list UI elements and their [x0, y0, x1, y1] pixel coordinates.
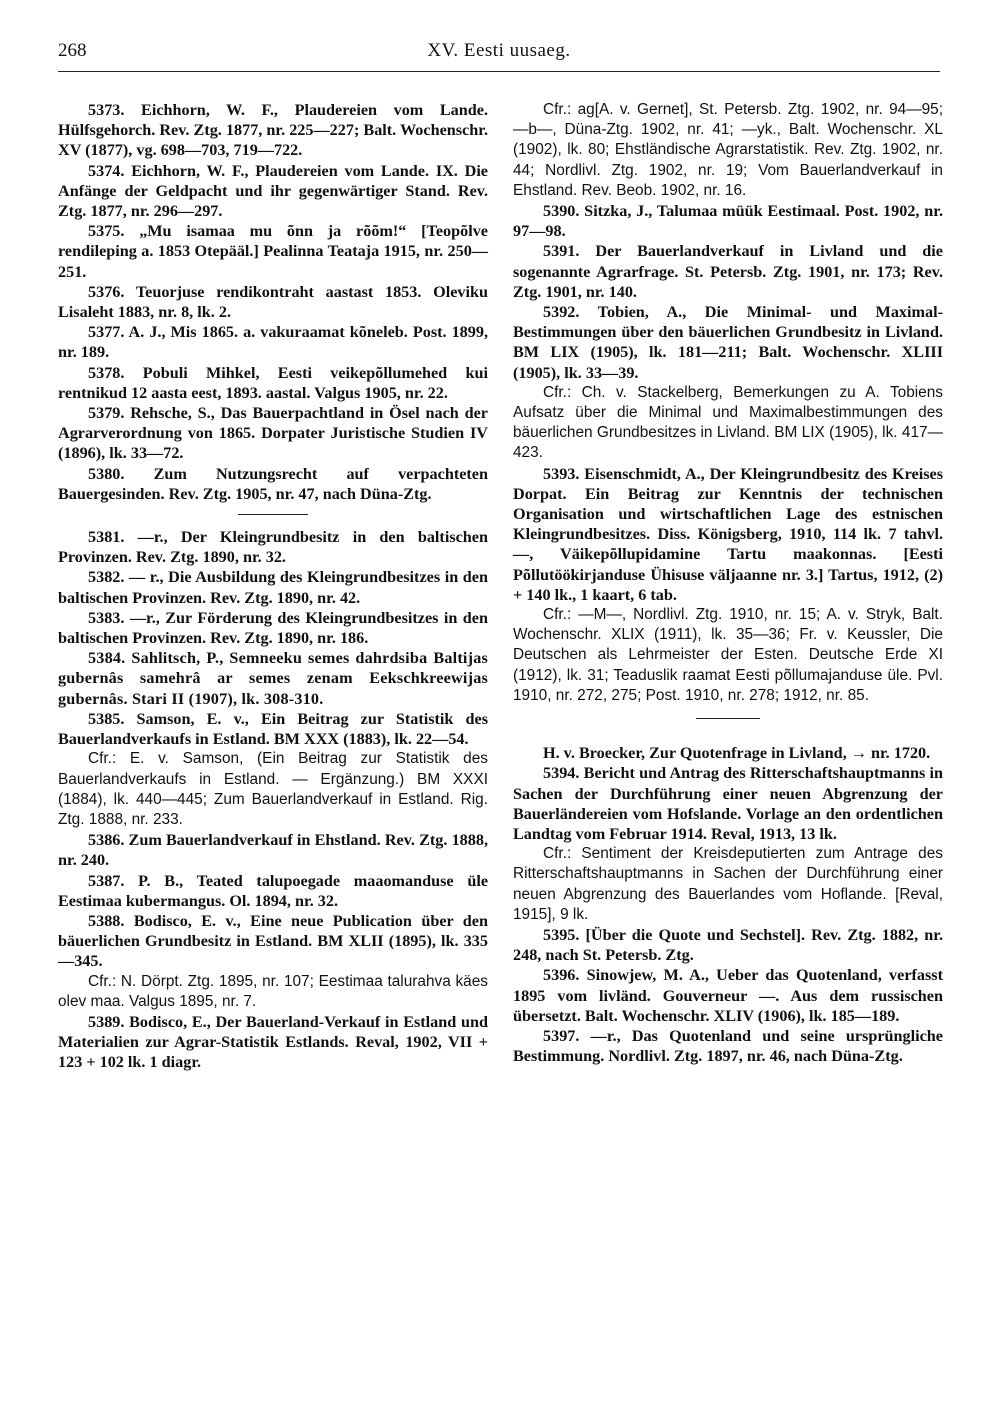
bibliography-entry: 5396. Sinowjew, M. A., Ueber das Quotenland, verfasst 1895 vom livländ. Gouverneur —. Aus dem russischen übersetzt. Balt. Wochenschr. XLIV (1906), lk. 185—189.	[513, 966, 943, 1025]
bibliography-entry: 5382. — r., Die Ausbildung des Kleingrundbesitzes in den baltischen Provinzen. Rev. Ztg. 1890, nr. 42.	[58, 568, 488, 607]
bibliography-entry: 5375. „Mu isamaa mu õnn ja rõõm!“ [Teopõlve rendileping a. 1853 Otepääl.] Pealinna Teataja 1915, nr. 250—251.	[58, 222, 488, 281]
bibliography-entry: 5379. Rehsche, S., Das Bauerpachtland in Ösel nach der Agrarverordnung von 1865. Dorpater Juristische Studien IV (1896), lk. 33—72.	[58, 404, 488, 463]
bibliography-entry: 5392. Tobien, A., Die Minimal- und Maximal-Bestimmungen über den bäuerlichen Grundbesitz in Livland. BM LIX (1905), lk. 181—211; Balt. Wochenschr. XLIII (1905), lk. 33—39.	[513, 303, 943, 382]
section-divider	[238, 514, 308, 515]
bibliography-entry: 5391. Der Bauerlandverkauf in Livland und die sogenannte Agrarfrage. St. Petersb. Ztg. 1901, nr. 173; Rev. Ztg. 1901, nr. 140.	[513, 242, 943, 301]
bibliography-entry: 5394. Bericht und Antrag des Ritterschaftshauptmanns in Sachen der Durchführung einer neuen Abgrenzung der Bauerländereien vom Hofslande. Vorlage an den ordentlichen Landtag vom Februar 1914. Reval, 1913, 13 lk.	[513, 764, 943, 843]
bibliography-entry: 5393. Eisenschmidt, A., Der Kleingrundbesitz des Kreises Dorpat. Ein Beitrag zur Kenntnis der technischen Organisation und wirtschaftlichen Lage des estnischen Kleingrundbesitzes. Diss. Königsberg, 1910, 114 lk. 7 tahvl. —, Väikepõllupidamine Tartu maakonnas. [Eesti Põllutöökirjanduse Ühisuse väljaanne nr. 3.] Tartus, 1912, (2) + 140 lk., 1 kaart, 6 tab.	[513, 464, 943, 604]
bibliography-cross-reference: Cfr.: N. Dörpt. Ztg. 1895, nr. 107; Eestimaa talurahva käes olev maa. Valgus 1895, nr. 7.	[58, 972, 488, 1010]
running-title: XV. Eesti uusaeg.	[427, 40, 571, 61]
header-rule	[58, 71, 940, 72]
bibliography-entry: 5384. Sahlitsch, P., Semneeku semes dahrdsiba Baltijas gubernâs samehrâ ar semes zenam Eekschkreewijas gubernâs. Stari II (1907), lk. 308-310.	[58, 649, 488, 708]
bibliography-cross-reference: Cfr.: ag[A. v. Gernet], St. Petersb. Ztg. 1902, nr. 94—95; —b—, Düna-Ztg. 1902, nr. 41; —yk., Balt. Wochenschr. XL (1902), lk. 80; Ehstländische Agrarstatistik. Rev. Ztg. 1902, nr. 44; Nordlivl. Ztg. 1902, nr. 19; Vom Bauerlandverkauf in Ehstland. Rev. Beob. 1902, nr. 16.	[513, 101, 943, 199]
bibliography-entry: 5377. A. J., Mis 1865. a. vakuraamat kõneleb. Post. 1899, nr. 189.	[58, 323, 488, 362]
bibliography-cross-reference: Cfr.: E. v. Samson, (Ein Beitrag zur Statistik des Bauerlandverkaufs in Estland. — Ergänzung.) BM XXXI (1884), lk. 440—445; Zum Bauerlandverkauf in Estland. Rig. Ztg. 1888, nr. 233.	[58, 750, 488, 828]
bibliography-entry: 5376. Teuorjuse rendikontraht aastast 1853. Oleviku Lisaleht 1883, nr. 8, lk. 2.	[58, 282, 488, 322]
bibliography-entry: 5386. Zum Bauerlandverkauf in Ehstland. Rev. Ztg. 1888, nr. 240.	[58, 831, 488, 870]
bibliography-cross-reference: Cfr.: Sentiment der Kreisdeputierten zum Antrage des Ritterschaftshauptmanns in Sachen der Durchführung einer neuen Abgrenzung des Bauerlandes vom Hoflande. [Reval, 1915], 9 lk.	[513, 845, 943, 923]
bibliography-entry: 5397. —r., Das Quotenland und seine ursprüngliche Bestimmung. Nordlivl. Ztg. 1897, nr. 46, nach Düna-Ztg.	[513, 1026, 943, 1066]
section-divider	[696, 718, 760, 719]
bibliography-entry: 5381. —r., Der Kleingrundbesitz in den baltischen Provinzen. Rev. Ztg. 1890, nr. 32.	[58, 528, 488, 567]
page-number: 268	[58, 40, 87, 61]
right-column	[513, 100, 943, 1066]
bibliography-entry: 5385. Samson, E. v., Ein Beitrag zur Statistik des Bauerlandverkaufs in Estland. BM XXX (1883), lk. 22—54.	[58, 709, 488, 749]
page-header	[58, 40, 940, 66]
left-column	[58, 100, 488, 1073]
bibliography-entry: 5378. Pobuli Mihkel, Eesti veikepõllumehed kui rentnikud 12 aasta eest, 1893. aastal. Valgus 1905, nr. 22.	[58, 363, 488, 402]
bibliography-entry: 5383. —r., Zur Förderung des Kleingrundbesitzes in den baltischen Provinzen. Rev. Ztg. 1890, nr. 186.	[58, 608, 488, 648]
bibliography-entry: 5380. Zum Nutzungsrecht auf verpachteten Bauergesinden. Rev. Ztg. 1905, nr. 47, nach Düna-Ztg.	[58, 464, 488, 503]
bibliography-cross-reference: Cfr.: —M—, Nordlivl. Ztg. 1910, nr. 15; A. v. Stryk, Balt. Wochenschr. XLIX (1911), lk. 35—36; Fr. v. Keussler, Die Deutschen als Lehrmeister der Esten. Deutsche Erde XI (1912), lk. 31; Teaduslik raamat Eesti põllumajanduse üle. Pvl. 1910, nr. 272, 275; Post. 1910, nr. 278; 1912, nr. 85.	[513, 606, 943, 704]
bibliography-entry: 5373. Eichhorn, W. F., Plaudereien vom Lande. Hülfsgehorch. Rev. Ztg. 1877, nr. 225—227; Balt. Wochenschr. XV (1877), vg. 698—703, 719—722.	[58, 101, 488, 160]
bibliography-entry: 5388. Bodisco, E. v., Eine neue Publication über den bäuerlichen Grundbesitz in Estland. BM XLII (1895), lk. 335—345.	[58, 911, 488, 971]
bibliography-entry: H. v. Broecker, Zur Quotenfrage in Livland, → nr. 1720.	[543, 744, 931, 763]
bibliography-cross-reference: Cfr.: Ch. v. Stackelberg, Bemerkungen zu A. Tobiens Aufsatz über die Minimal und Maximalbestimmungen des bäuerlichen Grundbesitzes in Livland. BM LIX (1905), lk. 417—423.	[513, 383, 943, 462]
bibliography-entry: 5390. Sitzka, J., Talumaa müük Eestimaal. Post. 1902, nr. 97—98.	[513, 202, 943, 241]
bibliography-entry: 5389. Bodisco, E., Der Bauerland-Verkauf in Estland und Materialien zur Agrar-Statistik Estlands. Reval, 1902, VII + 123 + 102 lk. 1 diagr.	[58, 1012, 488, 1072]
bibliography-entry: 5374. Eichhorn, W. F., Plaudereien vom Lande. IX. Die Anfänge der Geldpacht und ihr gegenwärtiger Stand. Rev. Ztg. 1877, nr. 296—297.	[58, 161, 488, 221]
bibliography-entry: 5395. [Über die Quote und Sechstel]. Rev. Ztg. 1882, nr. 248, nach St. Petersb. Ztg.	[513, 925, 943, 965]
bibliography-entry: 5387. P. B., Teated talupoegade maaomanduse üle Eestimaa kubermangus. Ol. 1894, nr. 32.	[58, 871, 488, 910]
